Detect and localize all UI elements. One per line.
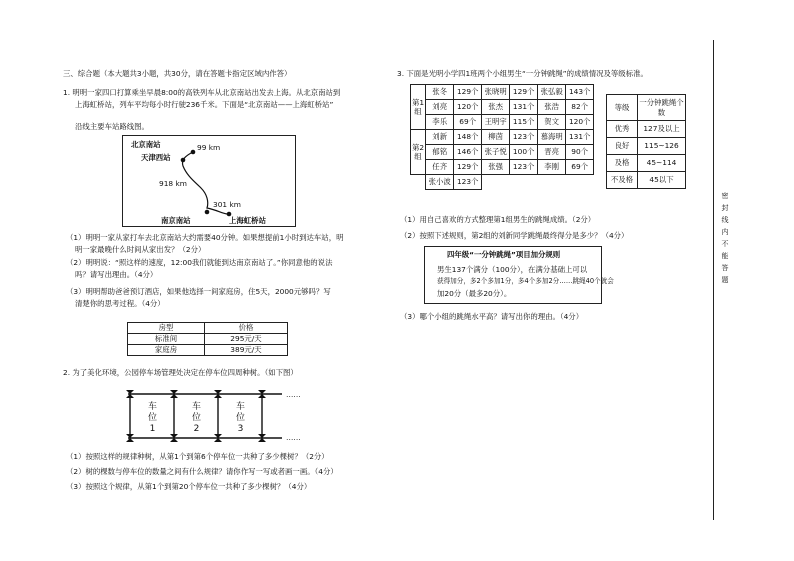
table-header: 一分钟跳绳个数: [638, 95, 686, 121]
seal-line-notice: [719, 190, 731, 286]
table-cell: 张浩: [537, 100, 565, 115]
station-dot: [191, 150, 196, 155]
q1-sub3-line-1: （3）明明帮助爸爸预订酒店，如果他选择一间家庭房，住5天，2000元够吗？写: [66, 287, 331, 296]
rule-box-line: 男生137个满分（100分），在满分基础上可以: [437, 265, 588, 274]
table-cell: 295元/天: [205, 334, 288, 345]
table-cell: 优秀: [607, 121, 638, 138]
space-char: 位: [148, 413, 158, 423]
q3-sub1: （1）用自己喜欢的方式整理第1组男生的跳绳成绩。（2分）: [400, 215, 596, 224]
rule-box-title: 四年级“一分钟跳绳”项目加分规则: [447, 250, 561, 259]
route-map: [122, 135, 296, 227]
q2-sub3: （3）按照这个规律，从第1个到第20个停车位一共种了多少棵树？（4分）: [66, 482, 312, 491]
table-cell: 张强: [481, 160, 509, 175]
q1-line-1: 1. 明明一家四口打算乘坐早晨8:00的高铁列车从北京南站出发去上海。从北京南站到: [63, 88, 341, 97]
table-cell: 家庭房: [128, 345, 205, 356]
table-cell: 148个: [454, 130, 482, 145]
q1-sub1-line-2: 明一家最晚什么时间从家出发？（2分）: [75, 245, 206, 254]
table-cell: 143个: [566, 85, 594, 100]
table-cell: 82个: [566, 100, 594, 115]
distance-label: 99 km: [197, 143, 221, 152]
table-cell: 及格: [607, 155, 638, 172]
table-cell: 刘亮: [426, 100, 454, 115]
table-cell: 45以下: [638, 172, 686, 189]
ellipsis-bottom: ……: [286, 433, 301, 442]
table-cell: 120个: [566, 115, 594, 130]
table-cell: 郁铭: [426, 145, 454, 160]
station-dot: [205, 210, 210, 215]
margin-border-line: [713, 40, 714, 520]
table-cell: 123个: [510, 160, 538, 175]
table-cell: 123个: [510, 130, 538, 145]
table-cell: 李乐: [426, 115, 454, 130]
q1-sub3-line-2: 清楚你的思考过程。（4分）: [75, 299, 165, 308]
table-cell: 90个: [566, 145, 594, 160]
notice-char: 能: [721, 252, 729, 260]
space-char: 车: [192, 402, 202, 412]
rule-box-line: 获得加分，多2个多加1分，多4个多加2分……跳绳40个就会: [437, 277, 614, 285]
space-char: 位: [236, 413, 246, 423]
table-cell: 任齐: [426, 160, 454, 175]
distance-label: 918 km: [159, 179, 187, 188]
parking-space-2: [192, 402, 201, 435]
table-cell: 69个: [454, 115, 482, 130]
station-nanjing-south: 南京南站: [161, 216, 191, 225]
table-cell: 100个: [510, 145, 538, 160]
table-header: 房型: [128, 323, 205, 334]
table-header: 等级: [607, 95, 638, 121]
table-cell: 良好: [607, 138, 638, 155]
table-cell-empty: [481, 175, 593, 190]
parking-space-3: [236, 402, 245, 435]
station-dot: [181, 158, 186, 163]
notice-char: 不: [721, 240, 729, 248]
table-cell: 146个: [454, 145, 482, 160]
space-number: 3: [237, 424, 244, 434]
table-cell: 张杰: [481, 100, 509, 115]
price-table: [127, 322, 288, 356]
station-beijing-south: 北京南站: [131, 140, 161, 149]
parking-space-1: [148, 402, 157, 435]
table-cell: 张冬: [426, 85, 454, 100]
table-cell: 晋亮: [537, 145, 565, 160]
table-cell: 129个: [510, 85, 538, 100]
q2-sub2: （2）树的棵数与停车位的数量之间有什么规律？请你作写一写或者画一画。（4分）: [66, 467, 338, 476]
q2-line: 2. 为了美化环境，公园停车场管理处决定在停车位四周种树。（如下图）: [63, 368, 298, 377]
space-char: 位: [192, 413, 202, 423]
notice-char: 封: [721, 204, 729, 212]
table-cell: 慕海明: [537, 130, 565, 145]
table-cell-empty: [411, 175, 426, 190]
notice-char: 内: [721, 228, 729, 236]
table-cell: 张子悦: [481, 145, 509, 160]
station-shanghai-hongqiao: 上海虹桥站: [229, 216, 266, 225]
table-cell: 刘新: [426, 130, 454, 145]
table-cell: 115个: [510, 115, 538, 130]
grade-table: [606, 94, 686, 189]
table-cell: 柳茵: [481, 130, 509, 145]
q3-line: 3. 下面是光明小学四1班两个小组男生“一分钟跳绳”的成绩情况及等级标准。: [397, 69, 648, 78]
group-label: 第1组: [411, 85, 426, 130]
q2-sub1: （1）按照这样的规律种树，从第1个到第6个停车位一共种了多少棵树？（2分）: [66, 452, 329, 461]
q1-line-2: 上海虹桥站，列车平均每小时行驶236千米。下面是“北京南站——上海虹桥站”: [75, 100, 334, 109]
distance-label: 301 km: [213, 200, 241, 209]
space-char: 车: [148, 402, 158, 412]
q3-sub3: （3）哪个小组的跳绳水平高？请写出你的理由。（4分）: [400, 312, 584, 321]
table-cell: 45~114: [638, 155, 686, 172]
score-table: [410, 84, 594, 190]
table-cell: 69个: [566, 160, 594, 175]
table-cell: 389元/天: [205, 345, 288, 356]
table-cell: 120个: [454, 100, 482, 115]
table-cell: 131个: [510, 100, 538, 115]
rule-box-line: 加20分（最多20分）。: [437, 289, 512, 298]
table-cell: 标准间: [128, 334, 205, 345]
group-label: 第2组: [411, 130, 426, 175]
notice-char: 线: [721, 216, 729, 224]
section-header: 三、综合题（本大题共3小题，共30分，请在答题卡指定区域内作答）: [63, 69, 292, 78]
space-number: 1: [149, 424, 156, 434]
table-cell: 张晓明: [481, 85, 509, 100]
notice-char: 题: [721, 276, 729, 284]
table-cell: 131个: [566, 130, 594, 145]
q1-sub2-line-2: 吗？请写出理由。（4分）: [75, 270, 158, 279]
table-header: 价格: [205, 323, 288, 334]
table-cell: 张小波: [426, 175, 454, 190]
q1-line-3: 沿线主要车站路线图。: [75, 122, 149, 131]
table-cell: 不及格: [607, 172, 638, 189]
space-char: 车: [236, 402, 246, 412]
table-cell: 贺文: [537, 115, 565, 130]
table-cell: 129个: [454, 160, 482, 175]
table-cell: 王明宇: [481, 115, 509, 130]
table-cell: 115~126: [638, 138, 686, 155]
q1-sub1-line-1: （1）明明一家从家打车去北京南站大约需要40分钟。如果想提前1小时到达车站，明: [66, 233, 344, 242]
table-cell: 李刚: [537, 160, 565, 175]
q3-sub2: （2）按照下述规则，第2组的刘新同学跳绳最终得分是多少？（4分）: [400, 231, 629, 240]
table-cell: 123个: [454, 175, 482, 190]
rule-box: [424, 246, 614, 304]
table-cell: 127及以上: [638, 121, 686, 138]
parking-diagram: [122, 386, 322, 446]
table-cell: 张弘毅: [537, 85, 565, 100]
ellipsis-top: ……: [286, 390, 301, 399]
space-number: 2: [193, 424, 200, 434]
notice-char: 密: [721, 192, 729, 200]
q1-sub2-line-1: （2）明明说：“照这样的速度，12:00我们就能到达南京南站了。”你同意他的说法: [66, 258, 333, 267]
station-tianjin-west: 天津西站: [141, 153, 171, 162]
table-cell: 129个: [454, 85, 482, 100]
notice-char: 答: [721, 264, 729, 272]
